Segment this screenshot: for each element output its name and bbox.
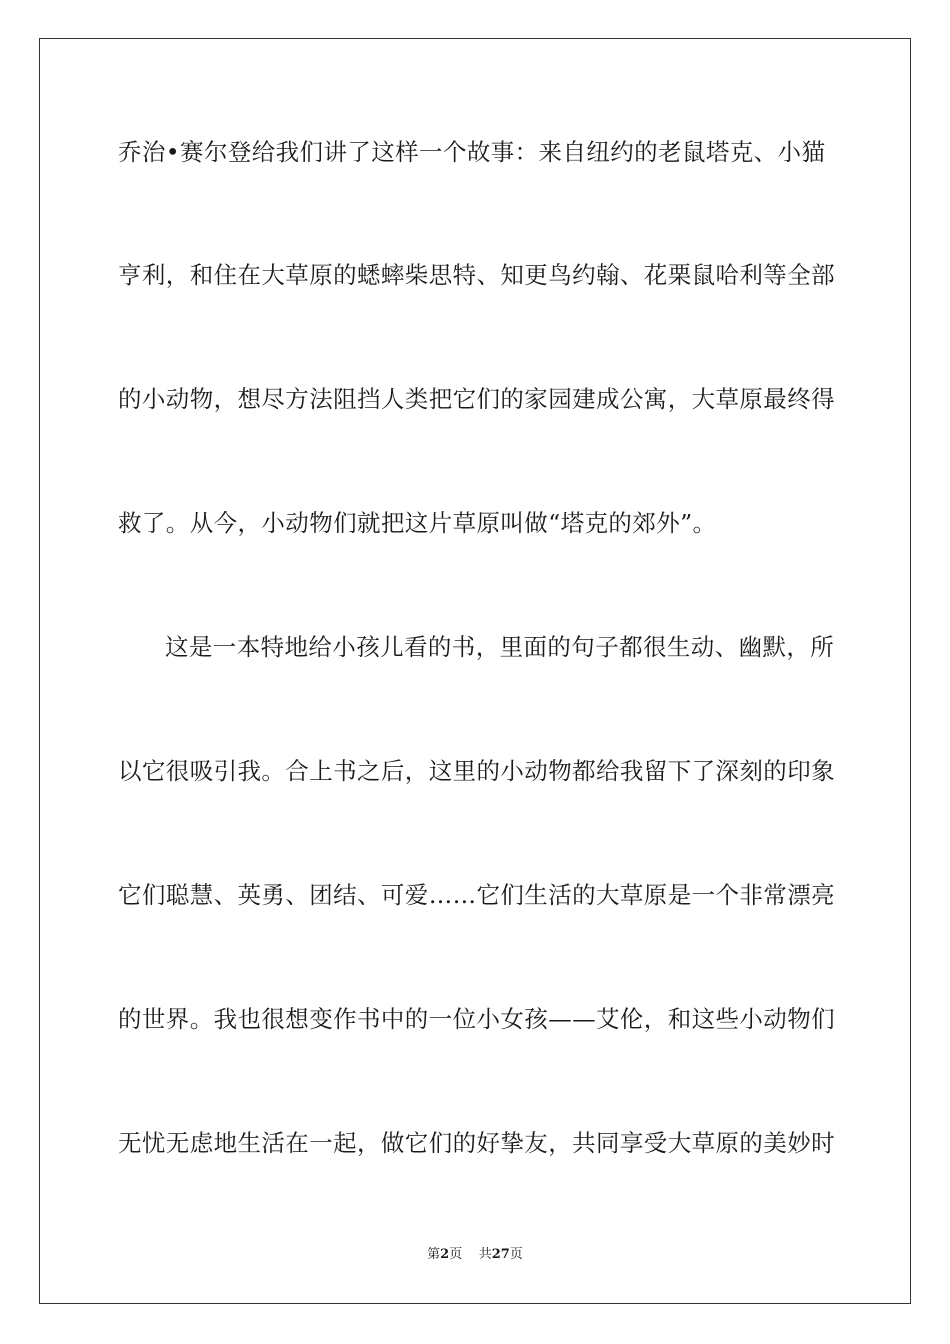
page-frame [39,38,911,1304]
page-prefix: 第 [427,1247,441,1262]
text-line: 的小动物，想尽方法阻挡人类把它们的家园建成公寓，大草原最终得 [118,385,835,413]
page-number: 2 [440,1247,450,1262]
total-suffix: 页 [509,1247,523,1262]
page-footer [0,1246,950,1264]
page-suffix: 页 [449,1247,463,1262]
text-line-indented: 这是一本特地给小孩儿看的书，里面的句子都很生动、幽默，所 [165,633,835,661]
text-line: 它们聪慧、英勇、团结、可爱……它们生活的大草原是一个非常漂亮 [118,881,835,909]
text-line: 的世界。我也很想变作书中的一位小女孩——艾伦，和这些小动物们 [118,1005,835,1033]
total-pages: 27 [491,1247,510,1262]
text-line: 亨利，和住在大草原的蟋蟀柴思特、知更鸟约翰、花栗鼠哈利等全部 [118,261,835,289]
text-line: 救了。从今，小动物们就把这片草原叫做“塔克的郊外”。 [118,509,717,537]
total-prefix: 共 [478,1247,492,1262]
text-line: 以它很吸引我。合上书之后，这里的小动物都给我留下了深刻的印象 [118,757,835,785]
text-line: 无忧无虑地生活在一起，做它们的好挚友，共同享受大草原的美妙时 [118,1129,835,1157]
text-line: 乔治•赛尔登给我们讲了这样一个故事：来自纽约的老鼠塔克、小猫 [118,138,826,166]
